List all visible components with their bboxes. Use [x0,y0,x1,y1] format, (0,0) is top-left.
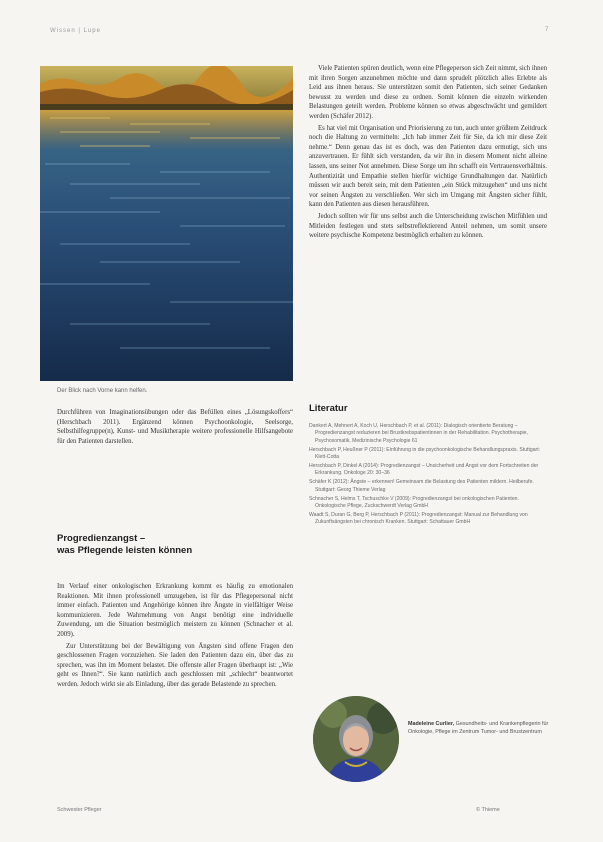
right-body-text [309,64,547,243]
literature-list [309,423,549,528]
literature-entry: Schäfer K (2012): Ängste – erkennen! Gemeinsam die Belastung des Patienten mildern. Heilberufe. Stuttgart: Georg Thieme Verlag [309,479,534,493]
literature-entry: Schnacher S, Helms T, Tschuschke V (2009): Progredienzangst bei onkologischen Patienten. Onkologische Pflege, Zuckschwerdt Verlag GmbH [309,495,519,510]
literature-entry: Herschbach P, Dinkel A (2014): Progredienzangst – Unsicherheit und Angst vor dem Fortschreiten der Erkrankung. Onkologe 20: 30–36 [309,463,539,477]
page-header [0,0,603,40]
photo-caption: Der Blick nach Vorne kann helfen. [57,388,148,394]
literature-entry: Herschbach P, Heußner P (2011): Einführung in die psychoonkologische Behandlungspraxis. Stuttgart: Klett-Cotta [309,446,541,461]
author-info [408,721,558,736]
left-body-text [57,582,293,692]
section-heading-line1: Progredienzangst – [57,533,146,544]
body-paragraph: Viele Patienten spüren deutlich, wenn eine Pflegeperson sich Zeit nimmt, sich ihnen mit ihren Sorgen anzunehmen möchte und dann sprudelt plötzlich alles Erlebte als Leid aus ihnen heraus. Sie unterstützen somit den Patienten, sich seiner Gedanken bewusst zu werden und diese zu ordnen. Somit können die einzeln wirkenden Belastungen geteilt werden. Probleme können so etwas abgeschwächt und gemildert werden (Schäfer 2012). [309,65,547,120]
footer-publisher: © Thieme [476,807,500,813]
section-label: Wissen | Lupe [50,28,101,34]
section-heading [57,533,293,557]
section-heading-line2: was Pflegende leisten können [57,545,193,556]
body-paragraph: Zur Unterstützung bei der Bewältigung von Ängsten sind offene Fragen den geschlossenen Fragen vorzuziehen. Sie laden den Patienten dazu ein, über das zu sprechen, was ihn im Moment belastet. Die offenste aller Fragen überhaupt ist: „Wie geht es Ihnen?“. Sie kann natürlich auch geschlossen mit „schlecht“ beantwortet werden. Jedoch wirkt sie als Einladung, über das gerade Belastende zu sprechen. [57,642,293,688]
intro-text: Durchführen von Imaginationsübungen oder das Befüllen eines „Lösungskoffers“ (Herschbach 2011). Ergänzend können Psychoonkologie, Seelsorge, Selbsthilfegruppe(n), Kunst- und Musiktherapie weitere professionelle Hilfsangebote für den Patienten darstellen. [57,409,293,445]
author-avatar [313,696,399,782]
footer-journal: Schwester Pfleger [57,807,102,813]
lake-photo [40,66,293,381]
body-paragraph: Im Verlauf einer onkologischen Erkrankung kommt es häufig zu emotionalen Reaktionen. Mit ihnen professionell umzugehen, ist für das Pflegepersonal nicht immer einfach. Patienten und Angehörige können ihre Ängste in vielfältiger Weise kommunizieren. Jede Wahrnehmung von Angst benötigt eine individuelle Zuwendung, um die Situation bestmöglich meistern zu können (Schnacher et al. 2009). [57,583,293,638]
lake-photo-image [40,66,293,381]
author-description: Gesundheits- und Krankenpflegerin für Onkologie, Pflege im Zentrum Tumor- und Brustzentrum [408,721,549,735]
body-paragraph: Es hat viel mit Organisation und Priorisierung zu tun, auch unter größtem Zeitdruck noch die Haltung zu vermitteln: „Ich hab immer Zeit für Sie, da ich mir diese Zeit nehme.“ Denn genau das ist es doch, was den Patienten dazu ermutigt, sich uns anzuvertrauen. Er fühlt sich verstanden, da wir ihn in diesem Moment nicht alleine lassen, uns seiner Not annehmen. Diese Sorge um ihn schafft ein Vertrauensverhältnis. Authentizität und Empathie stellen hierfür wichtige Grundhaltungen dar. Natürlich müssen wir auch bereit sein, mit dem Patienten „ein Stück mitzugehen“ und uns nicht vor seinen Ängsten zu verschließen. Wer sich im Umgang mit Ängsten sicher fühlt, kann den Patienten aus diesen herausführen. [309,124,547,209]
page-mark: 7 [545,27,549,33]
body-paragraph: Jedoch sollten wir für uns selbst auch die Unterscheidung zwischen Mitfühlen und Mitleiden festlegen und stets selbstreflektierend Anteil nehmen, um somit unsere weitere psychische Kompetenz bestmöglich erhalten zu können. [309,212,547,240]
literature-entry: Dankert A, Mehnert A, Koch U, Herschbach P, et al. (2011): Dialogisch orientierte Beratung – Progredienzangst reduzieren bei Brustkrebspatientinnen in der Rehabilitation. Psychotherapie, Psychosomatik, Medizinische Psychologie 61 [309,423,528,444]
literature-heading: Literatur [309,403,348,414]
literature-entry: Waadt S, Duran G, Berg P, Herschbach P (2011): Progredienzangst: Manual zur Behandlung von Zukunftsängsten bei chronisch Kranken. Stuttgart: Schattauer GmbH [309,511,528,526]
intro-paragraph [57,408,293,448]
author-portrait-image [313,696,399,782]
author-name: Madeleine Curlier, [408,721,455,727]
